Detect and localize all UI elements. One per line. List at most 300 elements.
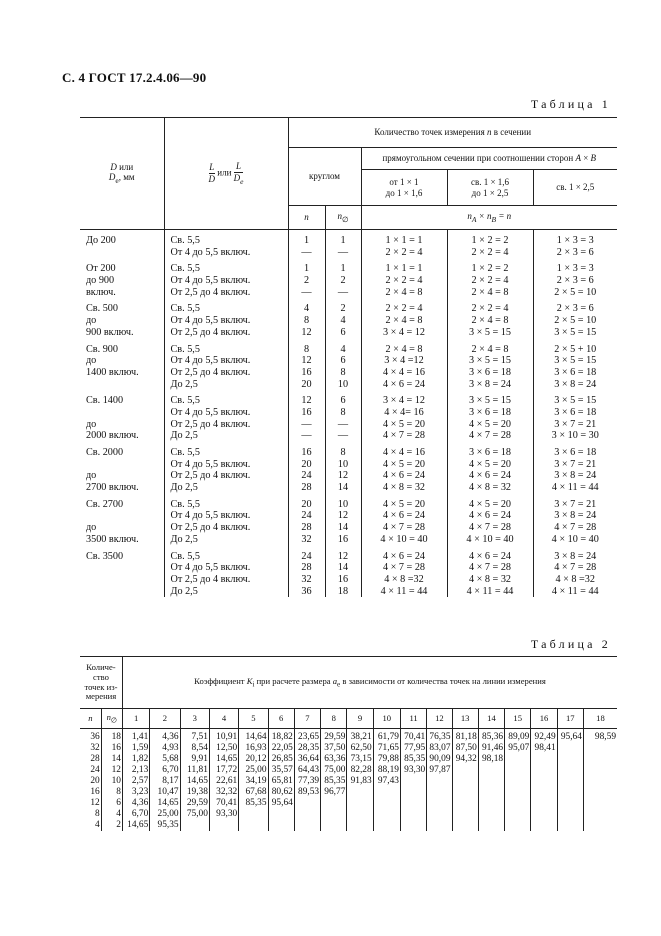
t1-cell-line: 2700 включ. — [86, 482, 139, 494]
t1-cell-line: 28 — [301, 482, 312, 494]
t2-cell: 36 — [80, 729, 101, 744]
t2-cell: 6 — [101, 798, 122, 809]
t1-cell-line: 3 × 8 = 24 — [554, 510, 597, 522]
t1-cell-line: 36 — [301, 585, 312, 597]
t2-cell — [400, 787, 426, 798]
t1-cell-nr — [325, 442, 361, 494]
t1-cell-line: От 2,5 до 4 включ. — [170, 522, 251, 534]
t2-cell — [557, 776, 583, 787]
t2-cell — [478, 765, 504, 776]
t1-cell-line: 4 × 8 = 32 — [468, 573, 512, 585]
t2-cell — [294, 820, 320, 831]
t1-row-group — [80, 339, 617, 391]
t2-cell — [209, 820, 238, 831]
t1-cell-line: — — [337, 418, 349, 430]
t2-cell — [531, 787, 557, 798]
t2-cell — [478, 798, 504, 809]
t1-cell-line: От 4 до 5,5 включ. — [170, 406, 251, 418]
t1-cell-nr — [325, 390, 361, 442]
t1-cell-c — [533, 230, 617, 259]
t2-cell — [268, 809, 294, 820]
t1-cell-line: до — [86, 470, 97, 482]
t2-cell: 5,68 — [150, 754, 180, 765]
t1-cell-line: 2 × 2 = 4 — [385, 275, 423, 287]
t2-cell — [505, 776, 531, 787]
t1-cell-line: 20 — [301, 498, 312, 510]
t1-cell-line — [86, 379, 164, 391]
t1-cell-line: 32 — [301, 573, 312, 585]
t2-cell: 20 — [80, 776, 101, 787]
t2-cell: 28 — [80, 754, 101, 765]
t2-cell — [557, 743, 583, 754]
t2-cell: 24 — [80, 765, 101, 776]
t2-cell: 75,00 — [321, 765, 347, 776]
t2-head-n: n — [80, 709, 101, 729]
t1-cell-line: 4 × 11 = 44 — [380, 585, 428, 597]
t1-head-r3: св. 1 × 2,5 — [533, 170, 617, 206]
t1-cell-line: 3 × 8 = 24 — [554, 550, 597, 562]
t2-cell — [452, 820, 478, 831]
t2-cell — [557, 765, 583, 776]
t1-cell-line: 4 × 11 = 44 — [551, 482, 599, 494]
t2-cell — [400, 809, 426, 820]
t1-cell-line: До 2,5 — [170, 482, 198, 494]
t2-cell: 12,50 — [209, 743, 238, 754]
t1-cell-line: 4 × 4 = 16 — [382, 366, 426, 378]
t1-cell-line: От 4 до 5,5 включ. — [170, 562, 251, 574]
t2-cell: 93,30 — [400, 765, 426, 776]
t2-cell — [400, 820, 426, 831]
t1-cell-line: 1 — [303, 235, 310, 246]
t2-head-coef-title: Коэффициент $K_i$ при расчете размера $a_e$ в зависимости от количества точек на линии измерения — [122, 657, 617, 709]
t1-cell-line: — — [301, 286, 312, 298]
t2-row — [80, 754, 617, 765]
t2-cell — [452, 765, 478, 776]
t1-cell-line: 1 × 2 = 2 — [471, 263, 509, 275]
t1-cell-line: Св. 900 — [86, 343, 118, 355]
t2-cell: 64,43 — [294, 765, 320, 776]
t1-cell-line: 1400 включ. — [86, 366, 139, 378]
t1-cell-nr — [325, 339, 361, 391]
t1-cell-line: 16 — [337, 573, 349, 585]
t2-cell: 87,50 — [452, 743, 478, 754]
t2-head-col: 18 — [583, 709, 617, 729]
t1-cell-line: 2 — [303, 275, 310, 287]
t1-cell-line: Св. 2700 — [86, 498, 124, 510]
t1-cell-n — [288, 494, 325, 546]
t1-cell-line: 2 × 5 = 10 — [554, 315, 597, 327]
t1-cell-line: 8 — [340, 406, 346, 418]
t2-cell: 23,65 — [294, 729, 320, 744]
t2-cell: 80,62 — [268, 787, 294, 798]
t2-cell — [478, 787, 504, 798]
t1-head-ld: $\frac{L}{D}$ или $\frac{L}{D_е}$ — [164, 118, 288, 230]
t1-cell-line: 3 × 6 = 18 — [468, 447, 512, 458]
t2-cell — [557, 820, 583, 831]
t1-row-group — [80, 390, 617, 442]
t2-cell — [557, 798, 583, 809]
t1-cell-c — [533, 258, 617, 298]
t1-head-formula: $n_A \times n_B = n$ — [361, 206, 617, 230]
t2-row — [80, 798, 617, 809]
t1-cell-line: От 4 до 5,5 включ. — [170, 275, 251, 287]
t2-cell: 1,82 — [122, 754, 149, 765]
t2-row — [80, 729, 617, 744]
t1-cell-line: 4 × 10 = 40 — [380, 533, 428, 545]
t2-cell: 71,65 — [373, 743, 400, 754]
t2-cell: 38,21 — [347, 729, 373, 744]
t1-cell-line: 1 × 3 = 3 — [556, 235, 594, 246]
t1-cell-line: 28 — [301, 522, 312, 534]
t2-cell: 18 — [101, 729, 122, 744]
t2-cell: 22,61 — [209, 776, 238, 787]
t1-cell-line: Св. 5,5 — [170, 395, 200, 407]
t2-cell: 61,79 — [373, 729, 400, 744]
t2-cell: 10,47 — [150, 787, 180, 798]
t2-cell — [583, 820, 617, 831]
t1-cell-line: От 200 — [86, 263, 116, 275]
t1-cell-nr — [325, 494, 361, 546]
t2-cell — [400, 798, 426, 809]
t2-cell: 3,23 — [122, 787, 149, 798]
frac-l-d: $\frac{L}{D}$ — [208, 161, 216, 184]
t1-cell-line: 4 × 6 = 24 — [468, 470, 512, 482]
t1-cell-line: От 2,5 до 4 включ. — [170, 470, 251, 482]
t2-cell: 8 — [80, 809, 101, 820]
t1-cell-line: 3 × 8 = 24 — [468, 378, 512, 390]
t1-cell-a — [361, 546, 447, 598]
t2-cell: 67,68 — [239, 787, 268, 798]
t2-cell — [505, 787, 531, 798]
t2-head-count: Количе- ство точек из- мерения — [80, 657, 122, 709]
t1-cell-line: включ. — [86, 286, 116, 298]
t1-cell-line: Св. 500 — [86, 303, 118, 315]
t1-cell-line: 3 × 5 = 15 — [554, 326, 597, 338]
t1-cell-line: 4 × 5 = 20 — [382, 458, 426, 470]
t2-head-col: 4 — [209, 709, 238, 729]
t1-row-group — [80, 546, 617, 598]
t2-cell: 29,59 — [321, 729, 347, 744]
t1-cell-line: Св. 2000 — [86, 447, 124, 458]
t1-cell-line: 3500 включ. — [86, 533, 139, 545]
t2-cell — [373, 820, 400, 831]
t2-cell: 7,51 — [180, 729, 209, 744]
t2-cell — [373, 787, 400, 798]
t2-cell: 73,15 — [347, 754, 373, 765]
t1-cell-line: до 900 — [86, 275, 115, 287]
t1-cell-line: 4 × 8 = 32 — [468, 482, 512, 494]
t2-cell: 14 — [101, 754, 122, 765]
t1-cell-line: — — [301, 246, 312, 258]
t2-cell: 85,35 — [321, 776, 347, 787]
t1-cell-c — [533, 442, 617, 494]
t2-cell: 1,41 — [122, 729, 149, 744]
t1-cell-line: 4 × 4= 16 — [384, 406, 424, 418]
t2-cell: 97,43 — [373, 776, 400, 787]
t1-cell-ld — [164, 230, 288, 259]
t2-cell: 93,30 — [209, 809, 238, 820]
t1-cell-line: 4 × 4 = 16 — [382, 447, 426, 458]
t2-cell — [531, 809, 557, 820]
t1-head-r2: св. 1 × 1,6 до 1 × 2,5 — [447, 170, 533, 206]
t1-cell-ld — [164, 442, 288, 494]
t2-head-col: 7 — [294, 709, 320, 729]
t1-cell-line: 4 × 7 = 28 — [554, 522, 597, 534]
t2-cell: 16 — [101, 743, 122, 754]
t2-cell — [452, 776, 478, 787]
t1-cell-line: 3 × 6 = 18 — [554, 406, 597, 418]
t1-head-r1: от 1 × 1 до 1 × 1,6 — [361, 170, 447, 206]
t2-cell — [321, 809, 347, 820]
t1-cell-line: 4 × 7 = 28 — [468, 562, 512, 574]
t2-cell: 2,57 — [122, 776, 149, 787]
t1-cell-line — [86, 510, 164, 522]
t1-cell-b — [447, 339, 533, 391]
t2-body — [80, 729, 617, 832]
t2-cell: 95,64 — [557, 729, 583, 744]
t1-cell-line: — — [301, 430, 312, 442]
t1-cell-b — [447, 258, 533, 298]
t2-cell: 85,35 — [400, 754, 426, 765]
t2-cell — [557, 809, 583, 820]
t1-cell-line: 2 × 2 = 4 — [471, 303, 509, 315]
t2-cell — [505, 798, 531, 809]
t1-cell-line: 10 — [337, 498, 349, 510]
t1-cell-line: 24 — [301, 510, 312, 522]
t2-cell: 2,13 — [122, 765, 149, 776]
t2-cell: 81,18 — [452, 729, 478, 744]
table2-caption: Таблица 2 — [530, 637, 611, 651]
t2-cell: 18,82 — [268, 729, 294, 744]
t1-cell-line: 3 × 6 = 18 — [554, 447, 597, 458]
t2-cell: 2 — [101, 820, 122, 831]
t1-cell-line: До 2,5 — [170, 430, 198, 442]
t1-cell-line — [86, 562, 164, 574]
t2-row — [80, 820, 617, 831]
t1-cell-line: 4 × 5 = 20 — [382, 418, 426, 430]
t1-cell-line: 4 — [340, 343, 346, 355]
t1-cell-line: 2 × 4 = 8 — [385, 315, 423, 327]
t1-cell-n — [288, 390, 325, 442]
t1-cell-line — [86, 574, 164, 586]
t1-cell-line: 4 × 5 = 20 — [382, 498, 426, 510]
t2-cell — [294, 809, 320, 820]
t2-cell — [347, 820, 373, 831]
t2-head-col: 10 — [373, 709, 400, 729]
t1-cell-line: 1 — [340, 263, 346, 275]
t2-cell — [583, 809, 617, 820]
t1-cell-line: 6 — [340, 326, 346, 338]
t1-cell-c — [533, 546, 617, 598]
t1-cell-line: 4 × 6 = 24 — [382, 550, 426, 562]
t1-cell-line: 3 × 4 =12 — [384, 355, 424, 367]
t2-cell — [557, 754, 583, 765]
t2-cell: 83,07 — [427, 743, 452, 754]
t1-cell-n — [288, 298, 325, 338]
t2-cell — [505, 820, 531, 831]
t1-cell-a — [361, 230, 447, 259]
t2-head-col: 6 — [268, 709, 294, 729]
t2-cell: 35,57 — [268, 765, 294, 776]
t1-cell-line: 28 — [301, 562, 312, 574]
t1-cell-d — [80, 546, 164, 598]
t2-cell — [427, 820, 452, 831]
t1-cell-line: 3 × 4 = 12 — [382, 326, 426, 338]
t2-cell: 14,65 — [122, 820, 149, 831]
t1-cell-line: — — [337, 430, 349, 442]
t2-cell: 90,09 — [427, 754, 452, 765]
t2-cell: 92,49 — [531, 729, 557, 744]
t2-cell — [239, 820, 268, 831]
t1-cell-line: 4 × 7 = 28 — [382, 522, 426, 534]
t1-cell-line: до — [86, 355, 97, 367]
t1-cell-line: 3 × 8 = 24 — [554, 470, 597, 482]
t2-cell: 75,00 — [180, 809, 209, 820]
t1-cell-nr — [325, 230, 361, 259]
t2-cell: 95,64 — [268, 798, 294, 809]
t1-cell-line: 12 — [337, 510, 349, 522]
t1-cell-line: От 4 до 5,5 включ. — [170, 246, 251, 258]
t2-cell: 19,38 — [180, 787, 209, 798]
t2-cell — [505, 754, 531, 765]
t2-cell: 95,07 — [505, 743, 531, 754]
t1-cell-line: 4 × 7 = 28 — [382, 430, 426, 442]
t1-cell-line: До 2,5 — [170, 378, 198, 390]
t1-cell-ld — [164, 494, 288, 546]
t1-cell-line: 16 — [301, 406, 312, 418]
t1-cell-line: 4 — [303, 303, 310, 315]
t1-row-group — [80, 298, 617, 338]
t1-cell-line: 8 — [340, 366, 346, 378]
t1-row-group — [80, 230, 617, 259]
t1-cell-line: 4 × 7 = 28 — [468, 430, 512, 442]
t2-cell — [294, 798, 320, 809]
t2-cell — [531, 754, 557, 765]
t2-cell — [505, 765, 531, 776]
t1-cell-ld — [164, 546, 288, 598]
t1-cell-d — [80, 339, 164, 391]
t2-cell — [239, 809, 268, 820]
t1-cell-line: Св. 1400 — [86, 395, 124, 407]
t2-head-col: 14 — [478, 709, 504, 729]
t2-cell: 8,17 — [150, 776, 180, 787]
t1-head-round: круглом — [288, 148, 361, 206]
t2-cell — [427, 787, 452, 798]
t1-cell-d — [80, 494, 164, 546]
t2-cell: 98,59 — [583, 729, 617, 744]
t1-cell-line: 4 × 7 = 28 — [554, 562, 597, 574]
t1-cell-line: От 4 до 5,5 включ. — [170, 355, 251, 367]
t2-cell — [531, 765, 557, 776]
t1-cell-d — [80, 390, 164, 442]
t2-head-col: 9 — [347, 709, 373, 729]
frac-l-de: $\frac{L}{D_е}$ — [233, 160, 244, 186]
t1-cell-line: 4 × 6 = 24 — [382, 510, 426, 522]
t2-cell — [583, 787, 617, 798]
t2-cell — [321, 820, 347, 831]
t1-row-group — [80, 258, 617, 298]
t1-cell-line: 3 × 5 = 15 — [554, 395, 597, 407]
t2-head-col: 11 — [400, 709, 426, 729]
t1-body — [80, 230, 617, 598]
t1-head-diameter: D или $D_е$, мм — [80, 118, 164, 230]
t1-cell-ld — [164, 258, 288, 298]
t2-cell — [583, 765, 617, 776]
t1-cell-line: 32 — [301, 533, 312, 545]
t2-cell: 10 — [101, 776, 122, 787]
t2-cell — [427, 776, 452, 787]
t2-cell — [583, 754, 617, 765]
t2-cell: 6,70 — [122, 809, 149, 820]
t2-cell: 4,93 — [150, 743, 180, 754]
t1-cell-line: 12 — [301, 395, 312, 407]
t1-cell-a — [361, 390, 447, 442]
t1-cell-line: 10 — [337, 458, 349, 470]
t2-cell — [478, 820, 504, 831]
t1-cell-line: От 2,5 до 4 включ. — [170, 326, 251, 338]
t1-cell-line: Св. 5,5 — [170, 263, 200, 275]
t2-cell: 29,59 — [180, 798, 209, 809]
page-header: С. 4 ГОСТ 17.2.4.06—90 — [62, 70, 207, 85]
t2-cell — [373, 798, 400, 809]
t1-cell-line: 4 × 11 = 44 — [551, 585, 599, 597]
t2-cell: 88,19 — [373, 765, 400, 776]
t1-cell-line: 4 × 6 = 24 — [468, 550, 512, 562]
t1-cell-line: до — [86, 418, 97, 430]
t1-cell-line: Св. 5,5 — [170, 343, 200, 355]
t1-cell-line: — — [301, 418, 312, 430]
t1-cell-line: 1 — [340, 235, 346, 246]
t1-cell-line: 4 × 7 = 28 — [382, 562, 426, 574]
t1-cell-n — [288, 230, 325, 259]
t2-cell — [583, 743, 617, 754]
t1-cell-line: 4 — [340, 315, 346, 327]
t1-cell-line: 16 — [301, 366, 312, 378]
t1-cell-line: 2 × 3 = 6 — [556, 303, 594, 315]
t2-cell: 94,32 — [452, 754, 478, 765]
t2-cell: 85,36 — [478, 729, 504, 744]
t2-cell: 36,64 — [294, 754, 320, 765]
t1-cell-line: 4 × 6 = 24 — [382, 378, 426, 390]
t1-cell-line: 3 × 7 = 21 — [554, 498, 597, 510]
t2-cell: 32 — [80, 743, 101, 754]
t1-cell-b — [447, 230, 533, 259]
t2-cell — [347, 798, 373, 809]
t2-cell: 28,35 — [294, 743, 320, 754]
t1-cell-n — [288, 339, 325, 391]
t2-head-col: 8 — [321, 709, 347, 729]
t1-cell-line: 3 × 5 = 15 — [468, 326, 512, 338]
t1-cell-line: 4 × 6 = 24 — [382, 470, 426, 482]
t1-cell-line: 24 — [301, 470, 312, 482]
t2-head-nr: $n_\emptyset$ — [101, 709, 122, 729]
t1-cell-line: 2000 включ. — [86, 430, 139, 442]
t2-row — [80, 765, 617, 776]
t1-cell-line: До 200 — [86, 235, 116, 246]
t1-cell-line: 2 × 4 = 8 — [385, 286, 423, 298]
t1-cell-nr — [325, 298, 361, 338]
t1-cell-line: 3 × 5 = 15 — [468, 355, 512, 367]
t1-cell-line: 2 × 3 = 6 — [556, 275, 594, 287]
t1-cell-line: 4 × 10 = 40 — [551, 533, 599, 545]
t1-row-group — [80, 442, 617, 494]
t1-cell-line: 4 × 8 =32 — [555, 573, 595, 585]
t2-cell: 34,19 — [239, 776, 268, 787]
t2-cell: 62,50 — [347, 743, 373, 754]
t1-cell-line: 2 × 4 = 8 — [385, 343, 423, 355]
t1-cell-line: 8 — [303, 343, 310, 355]
t1-cell-line: 2 — [340, 303, 346, 315]
